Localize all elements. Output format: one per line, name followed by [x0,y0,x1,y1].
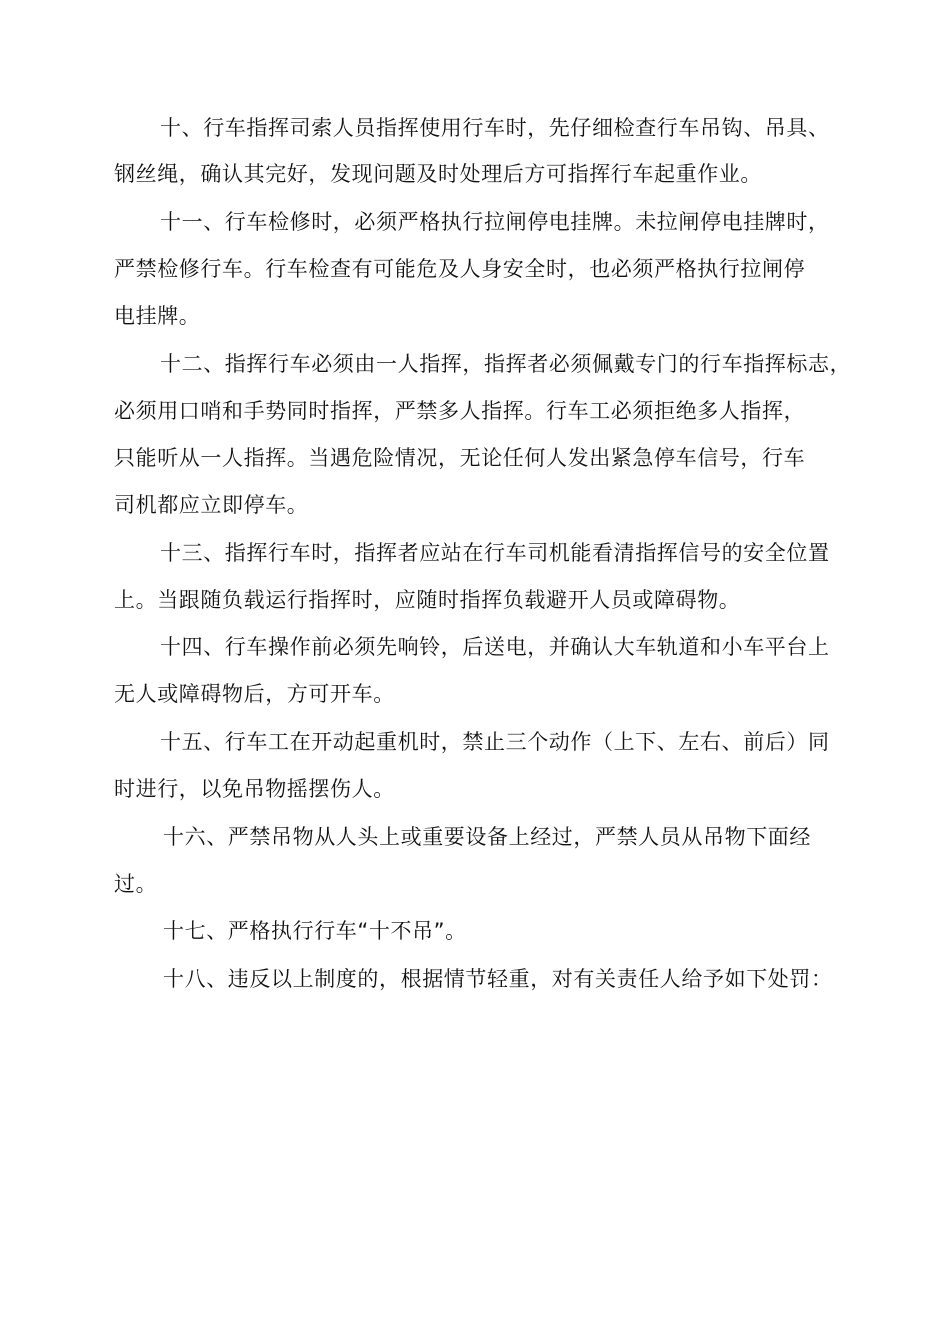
rule-15-line-2: 时进行，以免吊物摇摆伤人。 [114,777,395,801]
rule-16-line-2: 过。 [114,872,158,896]
rule-10-line-1: 十、行车指挥司索人员指挥使用行车时，先仔细检查行车吊钩、吊具、 [160,116,830,140]
rule-10-line-2: 钢丝绳，确认其完好，发现问题及时处理后方可指挥行车起重作业。 [114,162,762,186]
rule-14-line-2: 无人或障碍物后，方可开车。 [114,682,395,706]
rule-14-line-1: 十四、行车操作前必须先响铃，后送电，并确认大车轨道和小车平台上 [160,635,830,659]
rule-16-line-1: 十六、严禁吊物从人头上或重要设备上经过，严禁人员从吊物下面经 [163,825,811,849]
rule-12-line-1: 十二、指挥行车必须由一人指挥，指挥者必须佩戴专门的行车指挥标志， [160,352,852,376]
rule-17-line-1: 十七、严格执行行车“十不吊”。 [163,919,467,943]
rule-18-line-1: 十八、违反以上制度的，根据情节轻重，对有关责任人给予如下处罚： [163,967,833,991]
rule-11-line-1: 十一、行车检修时，必须严格执行拉闸停电挂牌。未拉闸停电挂牌时， [160,210,830,234]
rule-15-line-1: 十五、行车工在开动起重机时，禁止三个动作（上下、左右、前后）同 [160,730,830,754]
rule-11-line-2: 严禁检修行车。行车检查有可能危及人身安全时，也必须严格执行拉闸停 [114,257,806,281]
rule-13-line-2: 上。当跟随负载运行指挥时，应随时指挥负载避开人员或障碍物。 [114,588,741,612]
rule-12-line-2: 必须用口哨和手势同时指挥，严禁多人指挥。行车工必须拒绝多人指挥， [114,399,806,423]
rule-12-line-4: 司机都应立即停车。 [114,493,309,517]
rule-13-line-1: 十三、指挥行车时，指挥者应站在行车司机能看清指挥信号的安全位置 [160,541,830,565]
rule-11-line-3: 电挂牌。 [114,304,201,328]
rule-12-line-3: 只能听从一人指挥。当遇危险情况，无论任何人发出紧急停车信号，行车 [114,446,806,470]
